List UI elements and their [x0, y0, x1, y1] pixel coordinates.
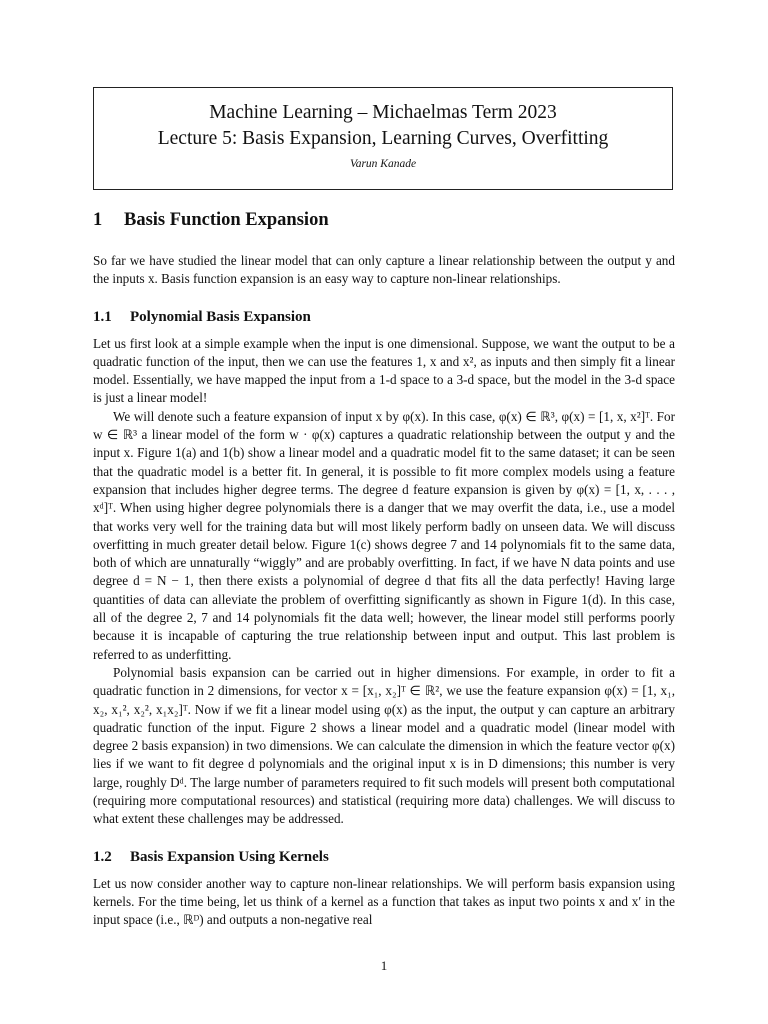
course-title: Machine Learning – Michaelmas Term 2023 — [209, 102, 557, 123]
title-box — [93, 87, 673, 190]
subsection-number: 1.2 — [93, 848, 112, 865]
document-body — [93, 206, 675, 930]
author-name: Varun Kanade — [349, 158, 417, 170]
section-title: Basis Function Expansion — [124, 210, 329, 230]
subsection-heading — [93, 307, 675, 327]
subsection-title: Polynomial Basis Expansion — [130, 308, 311, 325]
section-heading — [93, 206, 675, 234]
paragraph: Let us now consider another way to capture non-linear relationships. We will perform basis expansion using kernels. For the time being, let us think of a kernel as a function that takes as input two points x and x′ in the input space (i.e., ℝᴰ) and outputs a non-negative real — [93, 875, 675, 928]
subsection-heading — [93, 847, 675, 867]
subsection-number: 1.1 — [93, 308, 112, 325]
section-intro-paragraph: So far we have studied the linear model that can only capture a linear relationship between the output y and the inputs x. Basis function expansion is an easy way to capture non-linear relationships. — [93, 253, 675, 287]
paragraph: Polynomial basis expansion can be carried out in higher dimensions. For example, in order to fit a quadratic function in 2 dimensions, for vector x = [x₁, x₂]ᵀ ∈ ℝ², we use the feature expansion φ(x) = [1, x₁, x₂, x₁², x₂², x₁x₂]ᵀ. Now if we fit a linear model using φ(x) as the input, the output y can capture an arbitrary quadratic function of the input. Figure 2 shows a linear model and a quadratic model (linear model with degree 2 basis expansion) in two dimensions. We can calculate the dimension in which the feature vector φ(x) lies if we want to fit degree d polynomials and the original input x is in D dimensions; this number is very large, roughly Dᵈ. The large number of parameters required to fit such models will present both computational (requiring more computational resources) and statistical (requiring more data) challenges. We will discuss to what extent these challenges may be addressed. — [93, 664, 675, 827]
section-number: 1 — [93, 210, 103, 230]
subsection-title: Basis Expansion Using Kernels — [130, 848, 329, 865]
page-number: 1 — [380, 958, 388, 973]
lecture-title: Lecture 5: Basis Expansion, Learning Curves, Overfitting — [157, 128, 609, 149]
paragraph: We will denote such a feature expansion of input x by φ(x). In this case, φ(x) ∈ ℝ³, φ(x) = [1, x, x²]ᵀ. For w ∈ ℝ³ a linear model of the form w · φ(x) captures a quadratic relationship between the output y and the input x. Figure 1(a) and 1(b) show a linear model and a quadratic model fit to the same dataset; it can be seen that the quadratic model is a better fit. In general, it is possible to fit more complex models using a feature expansion that includes higher degree terms. The degree d feature expansion is given by φ(x) = [1, x, . . . , xᵈ]ᵀ. When using higher degree polynomials there is a danger that we may overfit the data, i.e., use a model that works very well for the training data but will most likely perform badly on unseen data. We will discuss overfitting in much greater detail below. Figure 1(c) shows degree 7 and 14 polynomials fit to the same data, both of which are unnaturally “wiggly” and are probably overfitting. In fact, if we have N data points and use degree d = N − 1, then there exists a polynomial of degree d that fits all the data perfectly! Having large quantities of data can alleviate the problem of overfitting significantly as shown in Figure 1(d). In this case, all of the degree 2, 7 and 14 polynomials fit the data well; however, the linear model still performs poorly because it is incapable of capturing the true relationship between input and output. This last problem is referred to as underfitting. — [93, 408, 675, 662]
paragraph: Let us first look at a simple example when the input is one dimensional. Suppose, we want the output to be a quadratic function of the input, then we can use the features 1, x and x², as inputs and then simply fit a linear model. Essentially, we have mapped the input from a 1-d space to a 3-d space, but the model in the 3-d space is just a linear model! — [93, 335, 675, 406]
